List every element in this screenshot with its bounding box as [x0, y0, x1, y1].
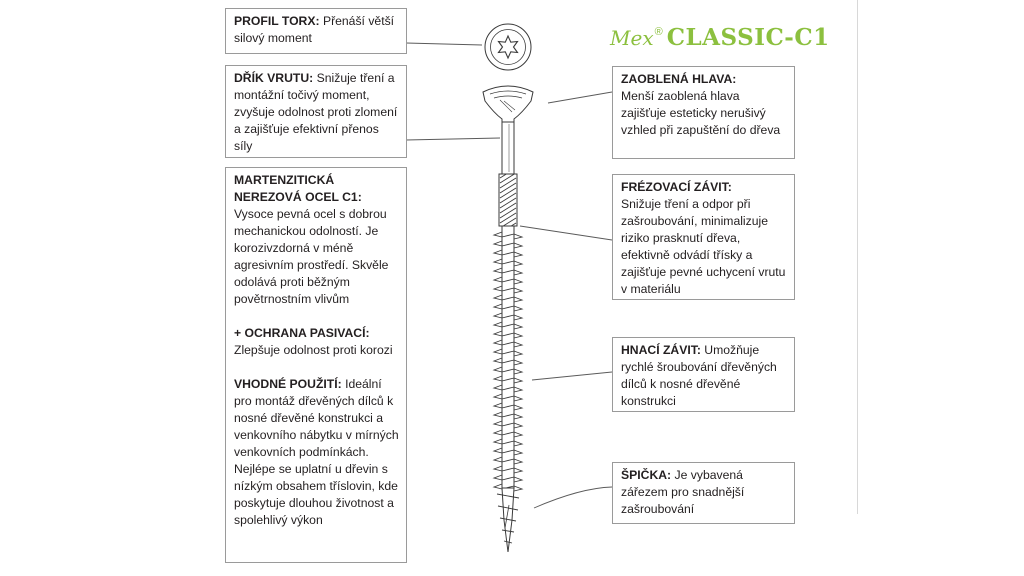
drive-thread — [494, 226, 522, 491]
model-name: CLASSIC-C1 — [666, 24, 830, 51]
callout-material — [225, 167, 407, 563]
callout-title: MARTENZITICKÁ NEREZOVÁ OCEL C1: — [234, 173, 362, 204]
passivation-text: Zlepšuje odolnost proti korozi — [234, 343, 393, 357]
torx-icon — [485, 24, 531, 70]
registered-mark: ® — [654, 26, 663, 38]
callout-drive-thread — [612, 337, 795, 412]
usage-title: VHODNÉ POUŽITÍ: — [234, 377, 342, 391]
leader-milled-thread — [520, 226, 612, 240]
usage-text: Ideální pro montáž dřevěných dílců k nosné dřevěné konstrukci a venkovního nábytku v mírných venkovních podmínkách. Nejlépe se uplatní u dřevin s nízkým obsahem tříslovin, kde poskytuje dlouhou životnost a spolehlivý výkon — [234, 377, 399, 527]
brand-name: Mex — [610, 26, 654, 50]
screw-head — [483, 86, 533, 122]
leader-drive-thread — [532, 372, 612, 380]
callout-text: Snižuje tření a montážní točivý moment, zvyšuje odolnost proti zlomení a zajišťuje efektivní přenos síly — [234, 71, 398, 153]
callout-title: FRÉZOVACÍ ZÁVIT: — [621, 180, 732, 194]
callout-milled-thread — [612, 174, 795, 300]
callout-torx — [225, 8, 407, 54]
callout-title: ŠPIČKA: — [621, 468, 672, 482]
callout-title: ZAOBLENÁ HLAVA: — [621, 72, 737, 86]
screw-tip — [497, 488, 519, 552]
callout-shank — [225, 65, 407, 158]
callout-text: Je vybavená zářezem pro snadnější zašroubování — [621, 468, 745, 516]
leader-tip — [534, 487, 612, 508]
leader-head — [548, 92, 612, 103]
milled-thread — [499, 168, 517, 233]
callout-text: Vysoce pevná ocel s dobrou mechanickou odolností. Je korozivzdorná v méně agresivním prostředí. Skvěle odolává proti běžným povětrnostním vlivům — [234, 207, 389, 306]
brand-logo — [610, 24, 830, 51]
leader-shank — [406, 138, 500, 140]
callout-head — [612, 66, 795, 159]
callout-text: Snižuje tření a odpor při zašroubování, minimalizuje riziko prasknutí dřeva, efektivně odvádí třísky a zajišťuje pevné uchycení vrutu v materiálu — [621, 197, 786, 296]
callout-text: Menší zaoblená hlava zajišťuje esteticky nerušivý vzhled při zapuštění do dřeva — [621, 89, 781, 137]
callout-title: PROFIL TORX: — [234, 14, 320, 28]
screw-shank — [502, 122, 514, 174]
callout-text: Přenáší větší silový moment — [234, 14, 395, 45]
callout-title: DŘÍK VRUTU: — [234, 71, 314, 85]
callout-tip — [612, 462, 795, 524]
callout-text: Umožňuje rychlé šroubování dřevěných dílců k nosné dřevěné konstrukci — [621, 343, 777, 408]
callout-title: HNACÍ ZÁVIT: — [621, 343, 701, 357]
leader-torx — [406, 43, 482, 45]
passivation-title: + OCHRANA PASIVACÍ: — [234, 326, 370, 340]
